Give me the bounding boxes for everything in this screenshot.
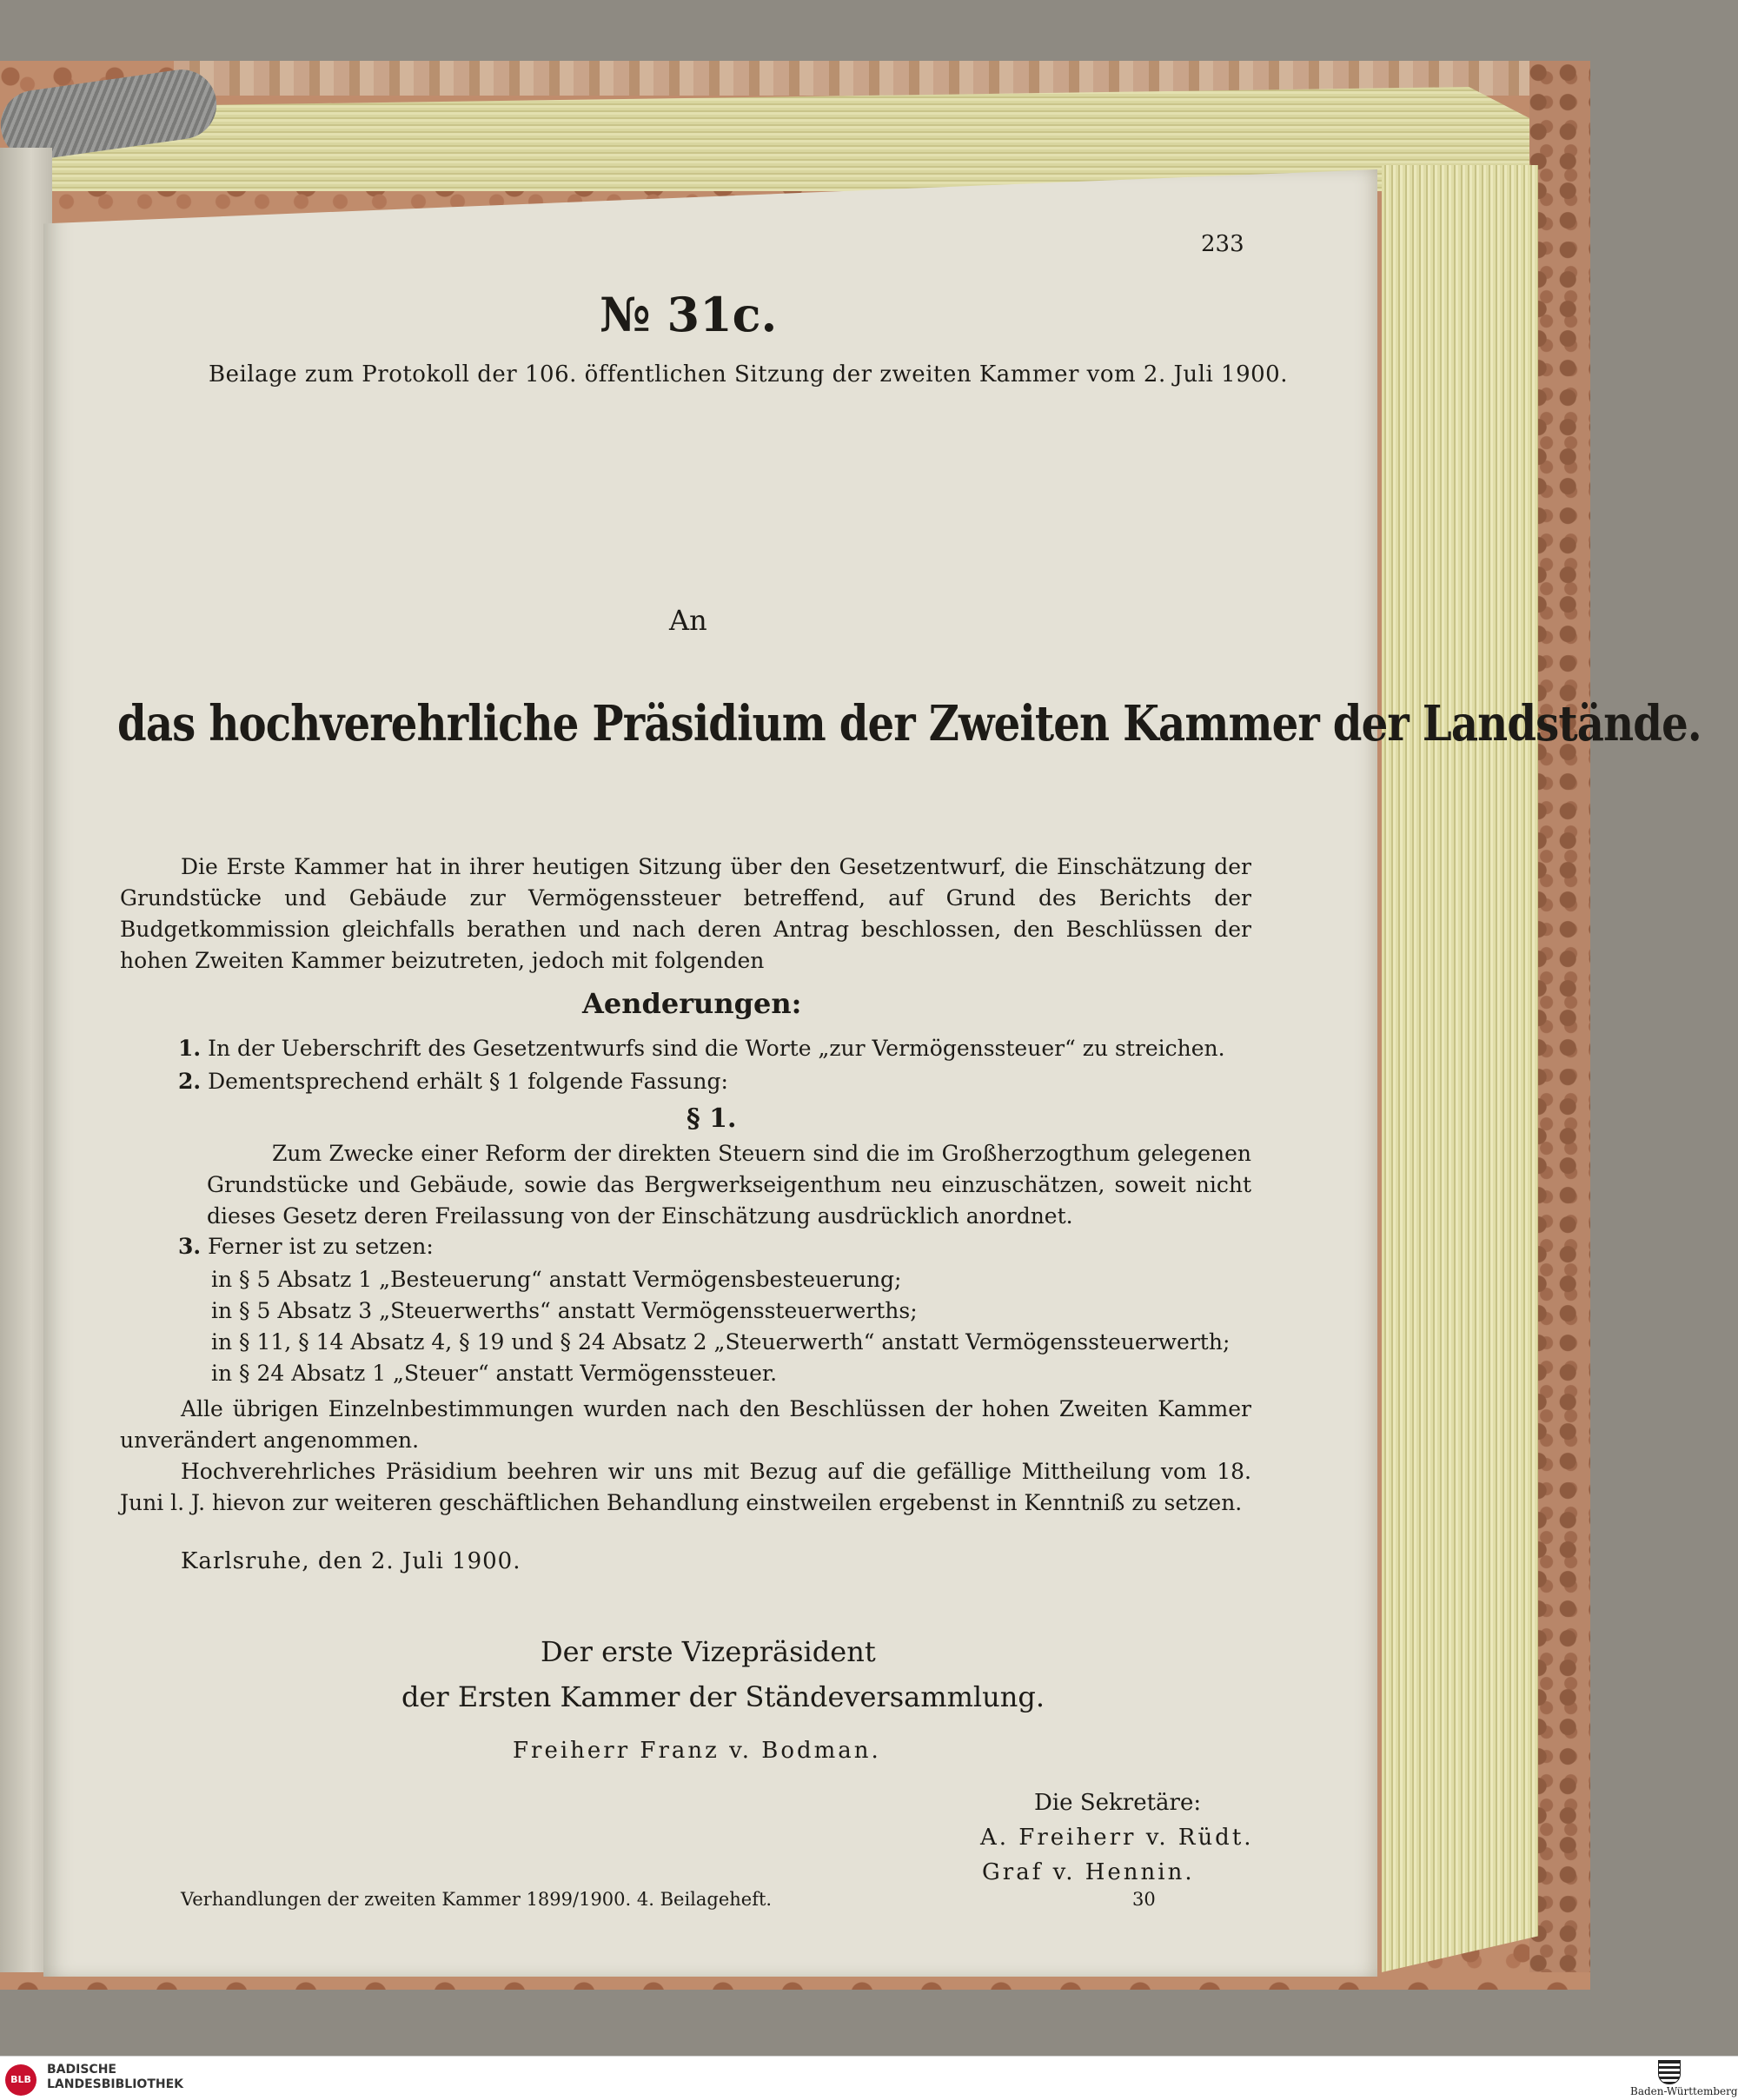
secretary-2: Graf v. Hennin.	[982, 1859, 1195, 1885]
book-cover-spine-edge	[1529, 61, 1590, 1972]
change-item-3-text: Ferner ist zu setzen:	[208, 1234, 434, 1259]
change-item-3	[178, 1234, 434, 1259]
library-name[interactable]	[47, 2063, 183, 2092]
library-name-line-1: BADISCHE	[47, 2063, 116, 2077]
change-item-1	[178, 1036, 1225, 1061]
document-number-heading: № 31c.	[600, 287, 778, 342]
change-item-2-text: Dementsprechend erhält § 1 folgende Fassung:	[208, 1069, 728, 1094]
library-name-line-2: LANDESBIBLIOTHEK	[47, 2077, 184, 2091]
change-item-3-number: 3.	[178, 1234, 202, 1259]
secretaries-label: Die Sekretäre:	[1034, 1790, 1202, 1816]
change-item-2	[178, 1069, 728, 1094]
intro-paragraph: Die Erste Kammer hat in ihrer heutigen Sitzung über den Gesetzentwurf, die Einschätzung der Grundstücke und Gebäude zur Vermögenssteuer betreffend, auf Grund des Berichts der Budgetkommission gleichfalls berathen und nach deren Antrag beschlossen, den Beschlüssen der hohen Zweiten Kammer beizutreten, jedoch mit folgenden	[120, 854, 1251, 973]
change-item-3-line: in § 5 Absatz 1 „Besteuerung“ anstatt Vermögensbesteuerung;	[211, 1267, 902, 1292]
change-item-2-number: 2.	[178, 1069, 202, 1094]
addressee-heading: das hochverehrliche Präsidium der Zweiten Kammer der Landstände.	[117, 695, 1702, 752]
change-item-1-number: 1.	[178, 1036, 202, 1061]
salutation-an: An	[669, 604, 707, 637]
changes-heading: Aenderungen:	[582, 987, 802, 1020]
section-text: Zum Zwecke einer Reform der direkten Steuern sind die im Großherzogthum gelegenen Grundstücke und Gebäude, sowie das Bergwerkseigenthum neu einzuschätzen, soweit nicht dieses Gesetz deren Freilassung von der Einschätzung ausdrücklich anordnet.	[207, 1141, 1251, 1229]
coat-of-arms-icon[interactable]	[1658, 2060, 1681, 2084]
state-name: Baden-Württemberg	[1630, 2085, 1738, 2097]
library-brand-bar	[0, 2056, 1738, 2100]
closing-paragraph-1: Alle übrigen Einzelnbestimmungen wurden nach den Beschlüssen der hohen Zweiten Kammer unverändert angenommen.	[120, 1396, 1251, 1453]
signature-title-1: Der erste Vizepräsident	[541, 1635, 876, 1668]
change-item-3-line: in § 5 Absatz 3 „Steuerwerths“ anstatt Vermögenssteuerwerths;	[211, 1298, 918, 1323]
place-date: Karlsruhe, den 2. Juli 1900.	[181, 1548, 521, 1574]
page-number: 233	[1201, 231, 1244, 257]
blb-logo-icon[interactable]: BLB	[5, 2064, 36, 2096]
page-footer: Verhandlungen der zweiten Kammer 1899/1900. 4. Beilageheft.	[181, 1889, 773, 1910]
change-item-1-text: In der Ueberschrift des Gesetzentwurfs sind die Worte „zur Vermögenssteuer“ zu streichen.	[208, 1036, 1225, 1061]
change-item-3-line: in § 11, § 14 Absatz 4, § 19 und § 24 Absatz 2 „Steuerwerth“ anstatt Vermögenssteuerwerth;	[211, 1329, 1231, 1355]
change-item-3-line: in § 24 Absatz 1 „Steuer“ anstatt Vermögenssteuer.	[211, 1361, 778, 1386]
signature-title-2: der Ersten Kammer der Ständeversammlung.	[401, 1680, 1045, 1713]
section-title: § 1.	[687, 1103, 737, 1134]
signature-mark: 30	[1132, 1889, 1156, 1910]
supplement-line: Beilage zum Protokoll der 106. öffentlichen Sitzung der zweiten Kammer vom 2. Juli 1900.	[209, 361, 1288, 388]
page-block-right-edge	[1382, 165, 1538, 1972]
closing-paragraph-2: Hochverehrliches Präsidium beehren wir uns mit Bezug auf die gefällige Mittheilung vom 18. Juni l. J. hievon zur weiteren geschäftlichen Behandlung einstweilen ergebenst in Kenntniß zu setzen.	[120, 1459, 1251, 1515]
secretary-1: A. Freiherr v. Rüdt.	[980, 1825, 1254, 1851]
signature-name: Freiherr Franz v. Bodman.	[513, 1738, 881, 1764]
